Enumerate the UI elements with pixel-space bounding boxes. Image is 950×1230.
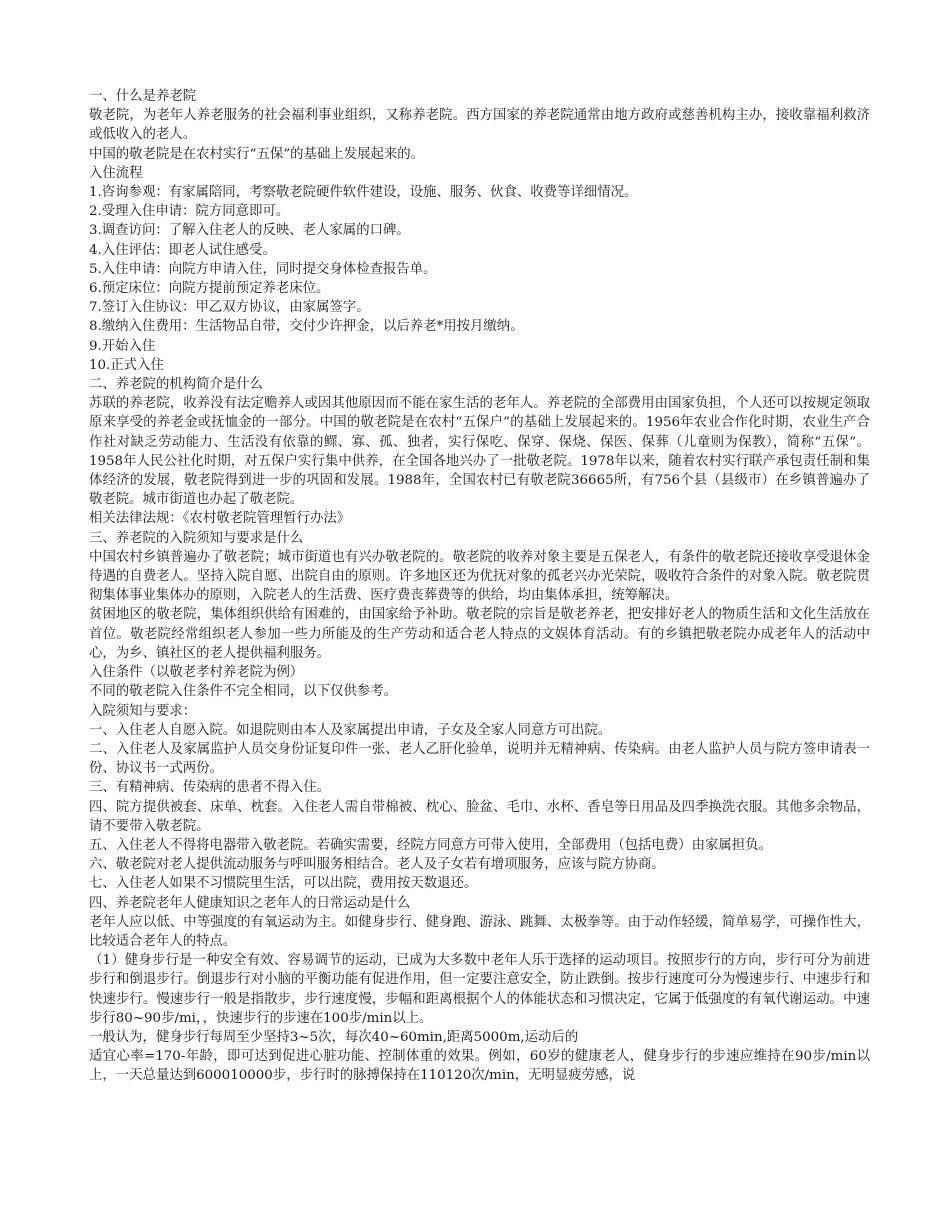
process-step-6: 6.预定床位：向院方提前预定养老床位。 xyxy=(89,281,330,297)
paragraph-china-origin: 中国的敬老院是在农村实行“五保”的基础上发展起来的。 xyxy=(89,146,425,162)
paragraph-aerobic-exercise: 老年人应以低、中等强度的有氧运动为主。如健身步行、健身跑、游泳、跳舞、太极拳等。由于动作轻缓，简单易学，可操作性大，比较适合老年人的特点。 xyxy=(89,914,870,949)
process-step-3: 3.调查访问：了解入住老人的反映、老人家属的口碑。 xyxy=(89,223,410,239)
process-step-7: 7.签订入住协议：甲乙双方协议，由家属签字。 xyxy=(89,300,370,316)
requirement-3: 三、有精神病、传染病的患者不得入住。 xyxy=(89,780,331,796)
requirement-1: 一、入住老人自愿入院。如退院则由本人及家属提出申请，子女及全家人同意方可出院。 xyxy=(89,722,612,738)
heading-admission-process: 入住流程 xyxy=(89,165,143,181)
process-step-4: 4.入住评估：即老人试住感受。 xyxy=(89,242,276,258)
process-step-8: 8.缴纳入住费用：生活物品自带，交付少许押金，以后养老*用按月缴纳。 xyxy=(89,319,524,335)
paragraph-walking: （1）健身步行是一种安全有效、容易调节的运动，已成为大多数中老年人乐于选择的运动项目。按照步行的方向，步行可分为前进步行和倒退步行。倒退步行对小脑的平衡功能有促进作用，但一定要注意安全，防止跌倒。按步行速度可分为慢速步行、中速步行和快速步行。慢速步行一般是指散步，步行速度慢，步幅和距离根据个人的体能状态和习惯决定，它属于低强度的有氧代谢运动。中速步行80~90步/mi，，快速步行的步速在100步/min以上。 xyxy=(89,953,870,1026)
heading-daily-exercise: 四、养老院老年人健康知识之老年人的日常运动是什么 xyxy=(89,895,411,911)
requirement-7: 七、入住老人如果不习惯院里生活，可以出院，费用按天数退还。 xyxy=(89,876,478,892)
requirement-2: 二、入住老人及家属监护人员交身份证复印件一张、老人乙肝化验单，说明并无精神病、传染病。由老人监护人员与院方签申请表一份、协议书一式两份。 xyxy=(89,741,870,777)
heading-admission-notice: 三、养老院的入院须知与要求是什么 xyxy=(89,530,304,546)
related-regulations: 相关法律法规：《农村敬老院管理暂行办法》 xyxy=(89,511,351,527)
paragraph-walking-frequency: 一般认为，健身步行每周至少坚持3~5次，每次40~60min,距离5000m,运动后的 xyxy=(89,1029,579,1045)
process-step-5: 5.入住申请：向院方申请入住，同时提交身体检查报告单。 xyxy=(89,261,437,277)
heading-institution-intro: 二、养老院的机构简介是什么 xyxy=(89,377,264,393)
heading-admission-conditions: 入住条件（以敬老孝村养老院为例） xyxy=(89,665,304,681)
process-step-2: 2.受理入住申请：院方同意即可。 xyxy=(89,204,290,220)
paragraph-poor-areas: 贫困地区的敬老院，集体组织供给有困难的，由国家给予补助。敬老院的宗旨是敬老养老，把安排好老人的物质生活和文化生活放在首位。敬老院经常组织老人参加一些力所能及的生产劳动和适合老人特点的文娱体育活动。有的乡镇把敬老院办成老年人的活动中心，为乡、镇社区的老人提供福利服务。 xyxy=(89,607,870,661)
requirement-4: 四、院方提供被套、床单、枕套。入住老人需自带棉被、枕心、脸盆、毛巾、水杯、香皂等日用品及四季换洗衣服。其他多余物品，请不要带入敬老院。 xyxy=(89,799,870,834)
paragraph-heart-rate: 适宜心率=170-年龄，即可达到促进心脏功能、控制体重的效果。例如，60岁的健康老人，健身步行的步速应维持在90步/min以上，一天总量达到600010000步，步行时的脉搏保持在110120次/min，无明显疲劳感，说 xyxy=(89,1049,870,1084)
requirement-6: 六、敬老院对老人提供流动服务与呼叫服务相结合。老人及子女若有增项服务，应该与院方协商。 xyxy=(89,857,665,873)
process-step-10: 10.正式入住 xyxy=(89,357,164,373)
paragraph-conditions-note: 不同的敬老院入住条件不完全相同，以下仅供参考。 xyxy=(89,684,397,700)
heading-what-is-nursing-home: 一、什么是养老院 xyxy=(89,89,197,104)
requirement-5: 五、入住老人不得将电器带入敬老院。若确实需要，经院方同意方可带入使用，全部费用（包括电费）由家属担负。 xyxy=(89,837,772,853)
process-step-9: 9.开始入住 xyxy=(89,338,156,354)
paragraph-history: 苏联的养老院，收养没有法定赡养人或因其他原因而不能在家生活的老年人。养老院的全部费用由国家负担，个人还可以按规定领取原来享受的养老金或抚恤金的一部分。中国的敬老院是在农村“五保户”的基础上发展起来的。1956年农业合作化时期，农业生产合作社对缺乏劳动能力、生活没有依靠的鳏、寡、孤、独者，实行保吃、保穿、保烧、保医、保葬（儿童则为保教），简称“五保”。1958年人民公社化时期，对五保户实行集中供养，在全国各地兴办了一批敬老院。1978年以来，随着农村实行联产承包责任制和集体经济的发展，敬老院得到进一步的巩固和发展。1988年，全国农村已有敬老院36665所，有756个县（县级市）在乡镇普遍办了敬老院。城市街道也办起了敬老院。 xyxy=(89,396,870,508)
paragraph-rural-homes: 中国农村乡镇普遍办了敬老院；城市街道也有兴办敬老院的。敬老院的收养对象主要是五保老人，有条件的敬老院还接收享受退休金待遇的自费老人。坚持入院自愿、出院自由的原则。许多地区还为优抚对象的孤老兴办光荣院，吸收符合条件的对象入院。敬老院贯彻集体事业集体办的原则，入院老人的生活费、医疗费丧葬费等的供给，均由集体承担，统筹解决。 xyxy=(89,549,870,604)
process-step-1: 1.咨询参观：有家属陪同，考察敬老院硬件软件建设，设施、服务、伙食、收费等详细情况。 xyxy=(89,185,638,201)
heading-admission-requirements: 入院须知与要求： xyxy=(89,703,197,719)
paragraph-definition: 敬老院，为老年人养老服务的社会福利事业组织，又称养老院。西方国家的养老院通常由地方政府或慈善机构主办，接收靠福利救济或低收入的老人。 xyxy=(89,108,870,143)
